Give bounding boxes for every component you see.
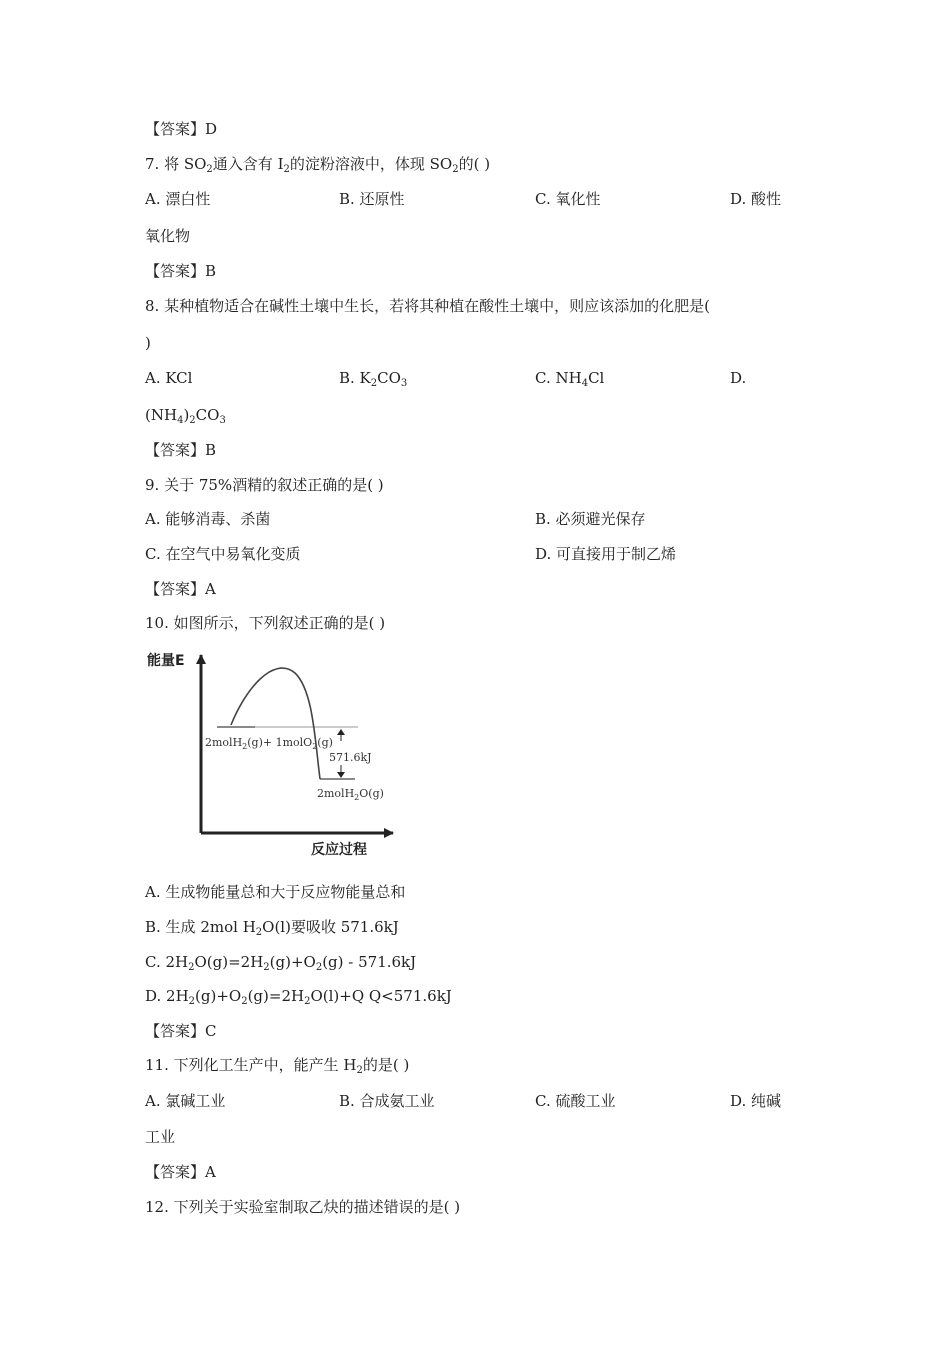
q10-option-a: A. 生成物能量总和大于反应物能量总和 xyxy=(145,883,406,901)
product-label: 2molH$_2$O(g) xyxy=(317,787,384,802)
q9-option-d: D. 可直接用于制乙烯 xyxy=(535,545,677,563)
q10-answer: 【答案】C xyxy=(145,1022,217,1040)
q8-answer: 【答案】B xyxy=(145,441,217,459)
y-axis-label: 能量E xyxy=(147,653,185,669)
q8-option-d-wrap: $(NH_4)_2CO_3$ xyxy=(145,406,226,426)
q8-option-a: A. KCl xyxy=(145,369,193,387)
q7-stem: 7. 将 $SO_2$通入含有 $I_2$的淀粉溶液中，体现 $SO_2$的( ) xyxy=(145,155,491,175)
q7-answer: 【答案】B xyxy=(145,262,217,280)
q9-option-b: B. 必须避光保存 xyxy=(535,510,646,528)
q11-option-d: D. 纯碱 xyxy=(730,1092,782,1110)
q11-stem: 11. 下列化工生产中，能产生 $H_2$的是( ) xyxy=(145,1056,410,1076)
q10-option-d: D. $2H_2(g)+O_2(g)=2H_2O(l)+Q$ Q<571.6kJ xyxy=(145,987,452,1007)
x-axis-label: 反应过程 xyxy=(311,842,367,858)
q11-answer: 【答案】A xyxy=(145,1163,216,1181)
q6-answer: 【答案】D xyxy=(145,120,218,138)
q7-option-d-wrap: 氧化物 xyxy=(145,227,191,245)
q9-answer: 【答案】A xyxy=(145,580,216,598)
energy-label: 571.6kJ xyxy=(329,751,372,764)
q8-option-c: C. $NH_4Cl$ xyxy=(535,369,605,389)
q11-option-c: C. 硫酸工业 xyxy=(535,1092,616,1110)
q7-option-c: C. 氧化性 xyxy=(535,190,601,208)
reaction-curve xyxy=(231,668,320,779)
q7-option-b: B. 还原性 xyxy=(339,190,405,208)
q11-option-d-wrap: 工业 xyxy=(145,1128,176,1146)
q10-option-c: C. $2H_2O(g)=2H_2(g)+O_2(g) - 571.6kJ$ xyxy=(145,953,417,973)
q10-option-b: B. 生成 2mol $H_2O(l)$要吸收 571.6kJ xyxy=(145,918,399,938)
q11-option-b: B. 合成氨工业 xyxy=(339,1092,435,1110)
q9-stem: 9. 关于 75%酒精的叙述正确的是( ) xyxy=(145,476,384,494)
energy-arrow-up-head xyxy=(337,729,345,735)
q9-option-a: A. 能够消毒、杀菌 xyxy=(145,510,271,528)
q7-option-a: A. 漂白性 xyxy=(145,190,211,208)
q8-option-d: D. xyxy=(730,369,747,387)
energy-diagram xyxy=(145,645,405,860)
reactant-label: 2molH$_2$(g)+ 1molO$_2$(g) xyxy=(205,736,333,751)
q10-stem: 10. 如图所示，下列叙述正确的是( ) xyxy=(145,614,386,632)
q8-stem-line1: 8. 某种植物适合在碱性土壤中生长，若将其种植在酸性土壤中，则应该添加的化肥是( xyxy=(145,297,710,315)
energy-arrow-down-head xyxy=(337,772,345,778)
q9-option-c: C. 在空气中易氧化变质 xyxy=(145,545,301,563)
q7-option-d: D. 酸性 xyxy=(730,190,782,208)
q8-stem-line2: ) xyxy=(145,334,151,352)
q11-option-a: A. 氯碱工业 xyxy=(145,1092,226,1110)
q12-stem: 12. 下列关于实验室制取乙炔的描述错误的是( ) xyxy=(145,1198,461,1216)
q8-option-b: B. $K_2CO_3$ xyxy=(339,369,408,389)
